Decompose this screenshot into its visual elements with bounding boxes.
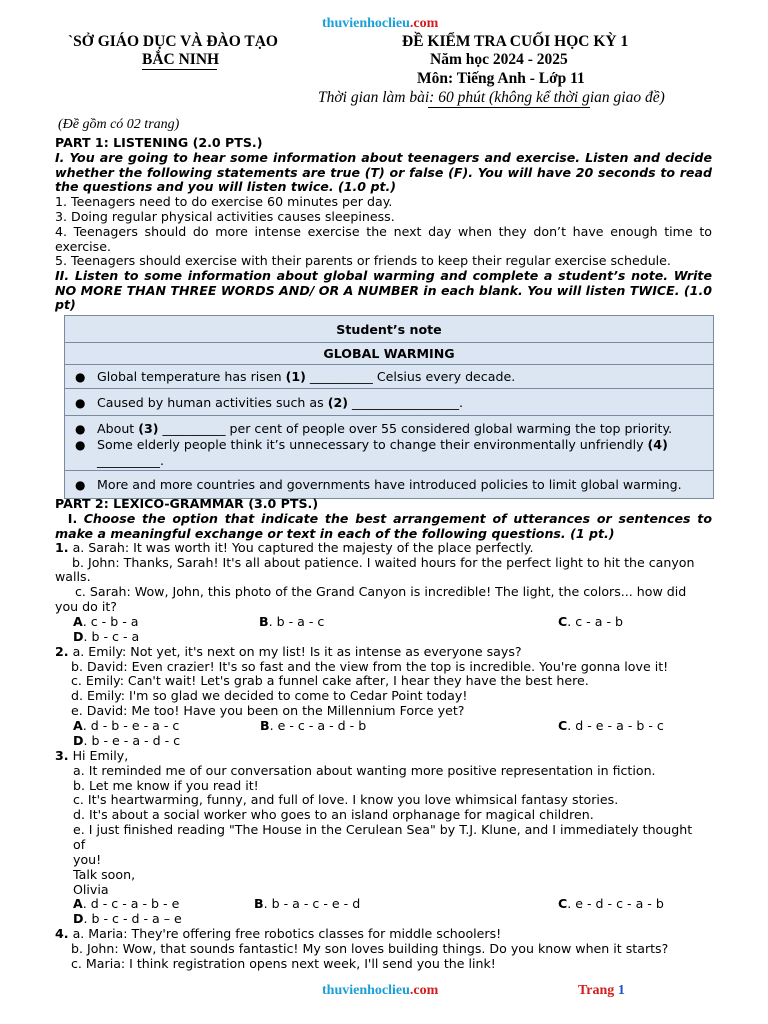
- q3-option-c[interactable]: C. e - d - c - a - b: [558, 896, 664, 911]
- q3-option-a[interactable]: A. d - c - a - b - e: [73, 896, 180, 911]
- q2-option-c[interactable]: C. d - e - a - b - c: [558, 718, 664, 733]
- part2-sec1-num: I.: [67, 511, 78, 526]
- note-item-3-4: [65, 416, 714, 471]
- school-year: Năm học 2024 - 2025: [430, 51, 568, 68]
- q3-signoff: Talk soon,: [73, 867, 136, 882]
- note-subheading: GLOBAL WARMING: [65, 343, 714, 365]
- q2-line-a: 2. a. Emily: Not yet, it's next on my list! Is it as intense as everyone says?: [55, 644, 522, 659]
- site-logo-top-name: thuvienhoclieu: [322, 16, 410, 31]
- note-item-2: ● Caused by human activities such as (2) _________________.: [65, 389, 714, 416]
- site-logo-bottom-tld: .com: [409, 983, 439, 998]
- page-number: [578, 983, 625, 999]
- q1-option-c[interactable]: C. c - a - b: [558, 614, 623, 629]
- note-item-5: ● More and more countries and governments have introduced policies to limit global warming.: [65, 471, 714, 499]
- q3-line-e: e. I just finished reading "The House in the Cerulean Sea" by T.J. Klune, and I immediately thought: [73, 822, 693, 837]
- site-logo-top-tld: .com: [409, 16, 439, 31]
- note-item-1: ● Global temperature has risen (1) __________ Celsius every decade.: [65, 365, 714, 389]
- bullet-icon: ●: [75, 437, 86, 452]
- subject: Môn: Tiếng Anh - Lớp 11: [417, 70, 585, 87]
- pages-note: (Đề gồm có 02 trang): [58, 117, 180, 132]
- q4-line-a: 4. a. Maria: They're offering free robotics classes for middle schoolers!: [55, 926, 502, 941]
- page-label: Trang: [578, 983, 615, 998]
- q1-line-b-cont: walls.: [55, 569, 91, 584]
- bullet-icon: ●: [75, 478, 86, 492]
- exam-time-underline: [428, 107, 590, 108]
- note-item-3: ● About (3) __________ per cent of people over 55 considered global warming the top priority.: [75, 420, 673, 436]
- q1-line-c-cont: you do it?: [55, 599, 117, 614]
- q3-line-c: c. It's heartwarming, funny, and full of love. I know you love whimsical fantasy stories.: [73, 792, 619, 807]
- q3-line-b: b. Let me know if you read it!: [73, 778, 259, 793]
- site-logo-bottom-name: thuvienhoclieu: [322, 983, 410, 998]
- q3-option-b[interactable]: B. b - a - c - e - d: [254, 896, 361, 911]
- province-underline: [142, 69, 217, 70]
- page-num: 1: [617, 983, 625, 998]
- note-item-4: ● Some elderly people think it’s unnecessary to change their environmentally unfriendly (4): [75, 436, 668, 452]
- q1-option-b[interactable]: B. b - a - c: [259, 614, 325, 629]
- department: `SỞ GIÁO DỤC VÀ ĐÀO TẠO: [68, 33, 278, 50]
- q1-line-c: c. Sarah: Wow, John, this photo of the Grand Canyon is incredible! The light, the colors... how did: [75, 584, 687, 599]
- site-logo-top: [322, 16, 438, 32]
- q4-line-c: c. Maria: I think registration opens next week, I'll send you the link!: [71, 956, 496, 971]
- statement-5: 5. Teenagers should exercise with their parents or friends to keep their regular exercise schedule.: [55, 253, 671, 268]
- bullet-icon: ●: [75, 370, 86, 384]
- part2-sec1-instruction: [55, 512, 712, 541]
- q1-option-d[interactable]: D. b - c - a: [73, 629, 140, 644]
- part1-sec1-instruction: I. You are going to hear some information about teenagers and exercise. Listen and decide whether the following statements are true (T) or false (F). You will have 20 seconds to read the questions and you will listen twice. (1.0 pt.): [55, 150, 712, 195]
- q1-line-b: b. John: Thanks, Sarah! It's all about patience. I waited hours for the perfect light to hit the canyon: [72, 555, 695, 570]
- q3-line-a: a. It reminded me of our conversation about wanting more positive representation in fiction.: [73, 763, 656, 778]
- q2-line-d: d. Emily: I'm so glad we decided to come to Cedar Point today!: [71, 688, 468, 703]
- statement-4: 4. Teenagers should do more intense exercise the next day when they don’t have enough time to exercise.: [55, 224, 712, 254]
- q2-option-a[interactable]: A. d - b - e - a - c: [73, 718, 180, 733]
- part2-sec1-text: Choose the option that indicate the best arrangement of utterances or sentences to make a meaningful exchange or text in each of the following questions. (1 pt.): [55, 511, 712, 541]
- q1-option-a[interactable]: A. c - b - a: [73, 614, 139, 629]
- part1-title: PART 1: LISTENING (2.0 PTS.): [55, 135, 263, 150]
- statement-1: 1. Teenagers need to do exercise 60 minutes per day.: [55, 194, 393, 209]
- site-logo-bottom: [322, 983, 438, 999]
- q2-line-b: b. David: Even crazier! It's so fast and the view from the top is incredible. You're gonna love it!: [71, 659, 669, 674]
- q3-greeting: 3. Hi Emily,: [55, 748, 129, 763]
- q1-line-a: 1. a. Sarah: It was worth it! You captured the majesty of the place perfectly.: [55, 540, 534, 555]
- q3-option-d[interactable]: D. b - c - d - a – e: [73, 911, 182, 926]
- q3-signature: Olivia: [73, 882, 109, 897]
- statement-3: 3. Doing regular physical activities causes sleepiness.: [55, 209, 395, 224]
- q2-line-c: c. Emily: Can't wait! Let's grab a funnel cake after, I hear they have the best here.: [71, 673, 589, 688]
- note-item-4-blank: __________.: [97, 452, 164, 468]
- q3-line-d: d. It's about a social worker who goes to an island orphanage for magical children.: [73, 807, 594, 822]
- province: BẮC NINH: [142, 51, 220, 68]
- exam-time: Thời gian làm bài: 60 phút (không kể thời gian giao đề): [318, 89, 665, 106]
- part1-sec2-instruction: II. Listen to some information about global warming and complete a student’s note. Write NO MORE THAN THREE WORDS AND/ OR A NUMBER in each blank. You will listen TWICE. (1.0 pt): [55, 268, 712, 313]
- exam-title: ĐỀ KIỂM TRA CUỐI HỌC KỲ 1: [402, 33, 629, 50]
- q4-line-b: b. John: Wow, that sounds fantastic! My son loves building things. Do you know when it starts?: [71, 941, 669, 956]
- bullet-icon: ●: [75, 421, 86, 436]
- note-heading: Student’s note: [65, 316, 714, 343]
- bullet-icon: ●: [75, 395, 86, 410]
- q2-line-e: e. David: Me too! Have you been on the Millennium Force yet?: [71, 703, 465, 718]
- q3-line-e-cont1: of: [73, 837, 86, 852]
- q3-line-e-cont2: you!: [73, 852, 102, 867]
- q2-option-b[interactable]: B. e - c - a - d - b: [260, 718, 367, 733]
- q2-option-d[interactable]: D. b - e - a - d - c: [73, 733, 181, 748]
- part2-title: PART 2: LEXICO-GRAMMAR (3.0 PTS.): [55, 496, 319, 511]
- students-note-table: [64, 315, 714, 499]
